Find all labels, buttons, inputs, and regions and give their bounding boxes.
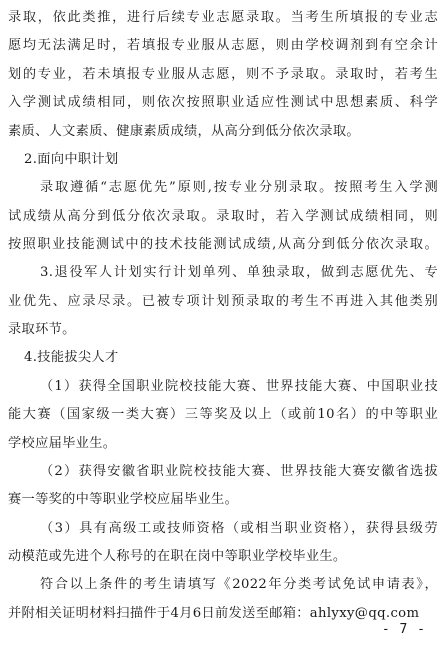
paragraph-line: 录取遵循“志愿优先”原则,按专业分别录取。按照考生入学测 xyxy=(40,180,438,195)
paragraph-line: 愿均无法满足时，若填报专业服从志愿，则由学校调剂到有空余计 xyxy=(8,38,438,53)
paragraph-line: 入学测试成绩相同，则依次按照职业适应性测试中思想素质、科学 xyxy=(8,95,438,110)
paragraph-line: 并附相关证明材料扫描件于4月6日前发送至邮箱：ahlyxy@qq.com xyxy=(8,606,420,621)
list-item-line: （1）获得全国职业院校技能大赛、世界技能大赛、中国职业技 xyxy=(40,379,438,394)
list-item-line: 能大赛（国家级一类大赛）三等奖及以上（或前10名）的中等职业 xyxy=(8,407,438,422)
paragraph-line: 符合以上条件的考生请填写《2022年分类考试免试申请表》， xyxy=(40,577,438,592)
list-item-line: （3）具有高级工或技师资格（或相当职业资格），获得县级劳 xyxy=(40,521,438,536)
list-item-line: （2）获得安徽省职业院校技能大赛、世界技能大赛安徽省选拔 xyxy=(40,464,438,479)
paragraph-line: 3.退役军人计划实行计划单列、单独录取，做到志愿优先、专 xyxy=(40,265,438,280)
paragraph-line: 划的专业，若未填报专业服从志愿，则不予录取。录取时，若考生 xyxy=(8,67,438,82)
paragraph-line: 试成绩从高分到低分依次录取。录取时，若入学测试成绩相同，则 xyxy=(8,209,438,224)
paragraph-line: 按照职业技能测试中的技术技能测试成绩,从高分到低分依次录取。 xyxy=(8,237,438,252)
section-heading: 4.技能拔尖人才 xyxy=(24,350,119,365)
list-item-line: 赛一等奖的中等职业学校应届毕业生。 xyxy=(8,492,239,507)
list-item-line: 动模范或先进个人称号的在职在岗中等职业学校毕业生。 xyxy=(8,549,347,564)
page-number: - 7 - xyxy=(381,622,426,637)
paragraph-line: 素质、人文素质、健康素质成绩，从高分到低分依次录取。 xyxy=(8,124,360,139)
paragraph-line: 业优先、应录尽录。已被专项计划预录取的考生不再进入其他类别 xyxy=(8,294,438,309)
paragraph-line: 录取，依此类推，进行后续专业志愿录取。当考生所填报的专业志 xyxy=(8,10,438,25)
list-item-line: 学校应届毕业生。 xyxy=(8,436,117,451)
paragraph-line: 录取环节。 xyxy=(8,322,76,337)
section-heading: 2.面向中职计划 xyxy=(24,152,119,167)
